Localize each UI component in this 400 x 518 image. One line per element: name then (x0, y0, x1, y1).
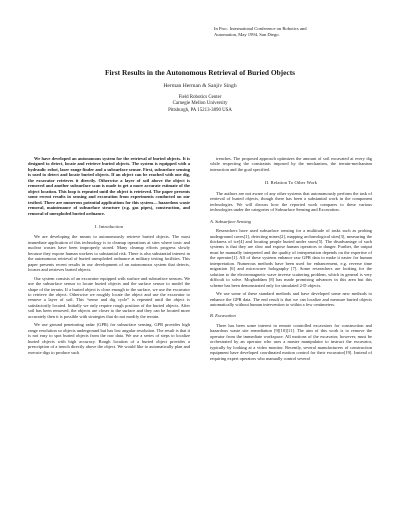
venue-note (214, 26, 384, 38)
paragraph: The authors are not aware of any other systems that autonomously perform the task of retrieval of buried objects, though there has been a substantial work in the component technologies. We will discuss how the reported work compares to these various technologies under the categories of Subsurface Sensing and Excavation. (210, 190, 372, 213)
section-heading-introduction: I. Introduction (94, 223, 124, 229)
affiliation-line-2: Carnegie Mellon University (172, 101, 228, 107)
paragraph: We are developing the means to autonomously retrieve buried objects. The most immediate application of this technology is to cleanup operations at sites where toxic and nuclear wastes have been improperly stored. Many cleanup efforts progress slowly because they expose human workers to substantial risk. There is also substantial interest in the autonomous retrieval of buried unexploded ordnance at military testing facilities. This paper presents recent results in our development of an autonomous system that detects, locates and retrieves buried objects. (28, 234, 190, 273)
subsection-heading-excavation: B. Excavation (210, 313, 236, 319)
affiliation-line-1: Field Robotics Center (178, 95, 222, 100)
section-heading-related-work: II. Relation To Other Work (264, 180, 318, 186)
affiliation-line-3: Pittsburgh, PA 15213-3890 USA (168, 107, 232, 113)
paper-title: First Results in the Autonomous Retrieval of Buried Objects (104, 68, 296, 77)
paragraph: Researchers have used subsurface sensing for a multitude of tasks such as probing underground caves[1], detecting mines[2], mapping archaeological sites[3], measuring the thickness of ice[4] and locating people buried under snow[5]. The disadvantage of such systems is that they are slow and expose human operators to danger. Further, the output must be manually interpreted and the quality of interpretation depends on the expertise of the operator[1]. All of these systems enhance raw GPR data to make it easier for human interpretation. Numerous methods have been used for enhancement, e.g. reverse time migration [6] and microwave holography [7]. Some researchers are looking for the solution to the electromagnetic wave inverse scattering problem, which in general is very difficult to solve. Moghaddam [8] has made promising advances in this area but this scheme has been demonstrated only for simulated 2-D objects. (210, 228, 372, 288)
paragraph: trenches. The proposed approach optimizes the amount of soil excavated at every dig while respecting the constraints imposed by the mechanism, the terrain-mechanism interaction and the goal specified. (210, 156, 372, 172)
left-column (28, 156, 190, 358)
venue-line-1: In Proc. International Conference on Robotics and (214, 26, 307, 31)
paragraph: We use ground penetrating radar (GPR) for subsurface sensing. GPR provides high range resolution so objects underground but has low angular resolution. The result is that it is not easy to spot buried objects from the raw data. We use a series of steps to localize buried objects with high accuracy. Rough location of a buried object provides a prescription of a trench directly above the object. We would like to automatically plan and execute digs to produce such (28, 322, 190, 355)
abstract: We have developed an autonomous system for the retrieval of buried objects. It is designed to detect, locate and retrieve buried objects. The system is equipped with a hydraulic robot, laser range finder and a subsurface sensor. First, subsurface sensing is used to detect and locate buried objects. If an object can be reached with one dig, the excavator retrieves it directly. Otherwise a layer of soil above the object is removed and another subsurface scan is made to get a more accurate estimate of the object location. This loop is repeated until the object is retrieved. The paper presents some recent results in sensing and excavation from experiments conducted on our testbed. There are numerous potential applications for this system— hazardous waste removal, maintenance of subsurface structure (e.g. gas pipes), construction, and removal of unexploded buried ordnance. (28, 156, 190, 216)
paragraph: There has been some interest in remote controlled excavators for construction and hazardous waste site remediation [9][10][11]. The aim of this work is to remove the operator from the immediate workspace. All motions of the excavator, however, must be orchestrated by an operator who uses a master manipulator to instruct the excavator, typically by looking at a video monitor. Recently, several manufacturers of construction equipment have developed coordinated motion control for their excavator[19]. Instead of requiring expert operators who manually control several (210, 322, 372, 361)
paper-authors: Herman Herman & Sanjiv Singh (163, 83, 237, 89)
affiliation (0, 95, 400, 114)
paragraph: We use some of these standard methods and have developed some new methods to enhance the GPR data. The end result is that we can localize and measure buried objects automatically without human intervention to within a few centimeters. (210, 291, 372, 307)
subsection-heading-subsurface-sensing: A. Subsurface Sensing (210, 218, 251, 224)
right-column (210, 156, 372, 364)
venue-line-2: Automation, May 1994, San Diego. (214, 32, 280, 37)
paragraph: Our system consists of an excavator equipped with surface and subsurface sensors. We use the subsurface sensor to locate buried objects and the surface sensor to model the shape of the terrain. If a buried object is close enough to the surface, we use the excavator to retrieve the object. Otherwise we roughly locate the object and use the excavator to remove a layer of soil. This “sense and dig cycle” is repeated until the object is satisfactorily located. Initially we only require rough position of the buried objects. After soil has been removed, the objects are closer to the surface and they can be located more accurately then it is possible with strategies that do not modify the terrain. (28, 275, 190, 319)
